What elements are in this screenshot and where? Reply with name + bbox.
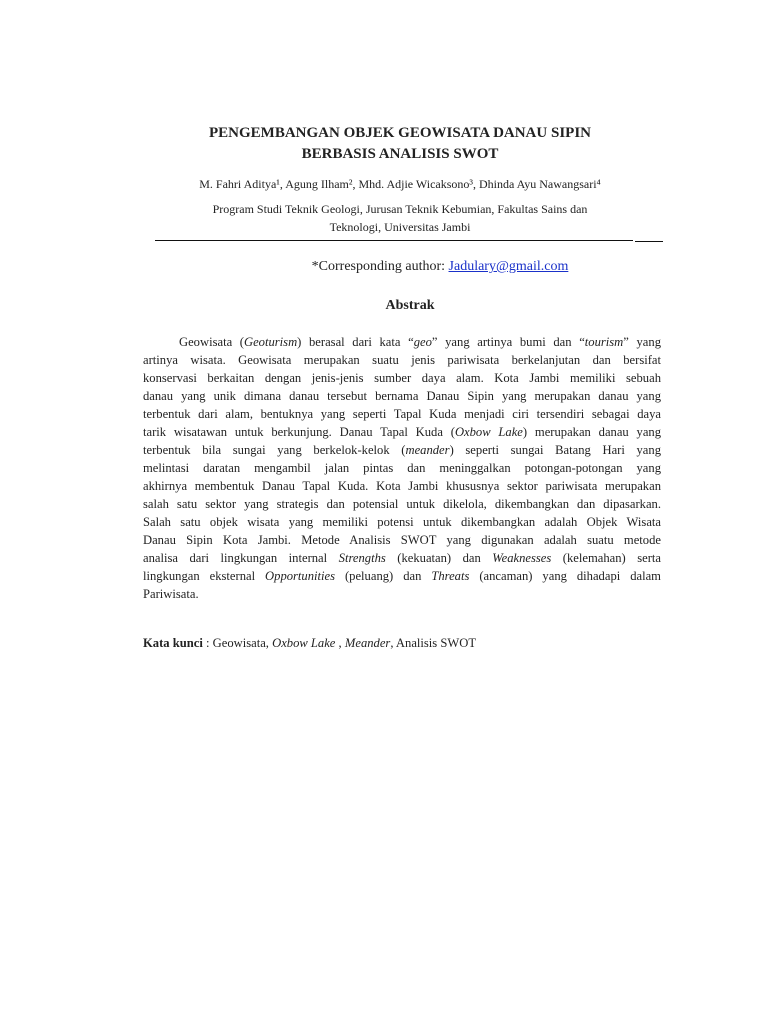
header-divider-end [635,241,663,242]
abstract-text: salah satu sektor yang strategis dan potensial untuk dikelola, dikembangkan dan dipasarkan. [143,497,661,511]
abstract-text: ) merupakan danau yang [522,425,661,439]
abstract-line [143,531,661,549]
keywords-sep: : Geowisata, [202,636,273,650]
abstract-italic-term: Oxbow Lake [454,425,523,439]
keywords-sep-2: , [335,636,345,650]
abstract-italic-term: Opportunities [265,569,336,583]
keyword-oxbow-lake: Oxbow Lake [272,636,336,650]
title-line-1: PENGEMBANGAN OBJEK GEOWISATA DANAU SIPIN [209,125,591,141]
abstract-line [143,495,661,513]
abstract-text: ) seperti sungai Batang Hari yang [449,443,661,457]
abstract-italic-term: geo [413,335,432,349]
abstract-line [143,405,661,423]
abstract-line [143,567,661,585]
abstract-line [143,513,661,531]
abstract-text: (kelemahan) serta [551,551,661,565]
abstract-italic-term: tourism [584,335,624,349]
abstract-text: ) berasal dari kata “ [297,335,414,349]
abstract-text: tarik wisatawan untuk berkunjung. Danau Tapal Kuda ( [143,425,455,439]
abstract-text: analisa dari lingkungan internal [143,551,339,565]
abstract-italic-term: Strengths [338,551,386,565]
abstract-text: (ancaman) yang dihadapi dalam [469,569,661,583]
corresponding-label: *Corresponding author: [311,259,449,274]
abstract-text: konservasi berkaitan dengan jenis-jenis sumber daya alam. Kota Jambi memiliki sebuah [143,371,661,385]
abstract-text: (peluang) dan [335,569,432,583]
abstract-italic-term: Weaknesses [492,551,552,565]
abstract-text: ” yang [623,335,661,349]
abstract-italic-term: Geoturism [243,335,298,349]
abstract-text: terbentuk bila sungai yang berkelok-kelok ( [143,443,406,457]
header-divider [155,240,633,241]
abstract-text: Salah satu objek wisata yang memiliki potensi untuk dikembangkan adalah Objek Wisata [143,515,661,529]
abstract-text: Danau Sipin Kota Jambi. Metode Analisis SWOT yang digunakan adalah suatu metode [143,533,661,547]
corresponding-email-link[interactable]: Jadulary@gmail.com [448,259,569,274]
affiliation-line-2: Teknologi, Universitas Jambi [329,220,471,234]
abstract-heading: Abstrak [385,298,435,313]
title-line-2: BERBASIS ANALISIS SWOT [301,146,499,162]
abstract-text: lingkungan eksternal [143,569,266,583]
abstract-text: Pariwisata. [143,587,199,601]
abstract-text: ” yang artinya bumi dan “ [431,335,585,349]
abstract-text: terbentuk dari alam, bentuknya yang seperti Tapal Kuda menjadi ciri tersendiri sebagai daya [143,407,661,421]
affiliation [190,200,610,236]
abstract-line [143,369,661,387]
abstract-line [143,549,661,567]
keywords [143,634,663,652]
abstract-line [143,459,661,477]
abstract-line [143,351,661,369]
abstract-text: danau yang unik dimana danau tersebut bernama Danau Sipin yang merupakan danau yang [143,389,661,403]
abstract-line [143,585,661,603]
abstract-line [143,423,661,441]
abstract-body [143,333,661,603]
abstract-text: melintasi daratan mengambil jalan pintas dan meninggalkan potongan-potongan yang [143,461,661,475]
abstract-line [143,477,661,495]
affiliation-line-1: Program Studi Teknik Geologi, Jurusan Teknik Kebumian, Fakultas Sains dan [212,202,588,216]
abstract-italic-term: meander [405,443,450,457]
abstract-italic-term: Threats [431,569,470,583]
paper-title [190,123,610,165]
abstract-text: akhirnya membentuk Danau Tapal Kuda. Kota Jambi khususnya sektor pariwisata merupakan [143,479,661,493]
abstract-text: (kekuatan) dan [385,551,493,565]
keywords-label: Kata kunci [143,636,203,650]
abstract-line [143,441,661,459]
keywords-tail: , Analisis SWOT [390,636,477,650]
abstract-text: Geowisata ( [179,335,244,349]
keyword-meander: Meander [344,636,391,650]
abstract-line [143,333,661,351]
corresponding-author [190,258,690,276]
abstract-line [143,387,661,405]
abstract-text: artinya wisata. Geowisata merupakan suatu jenis pariwisata berkelanjutan dan bersifat [143,353,661,367]
author-list: M. Fahri Aditya¹, Agung Ilham², Mhd. Adjie Wicaksono³, Dhinda Ayu Nawangsari⁴ [199,177,601,191]
